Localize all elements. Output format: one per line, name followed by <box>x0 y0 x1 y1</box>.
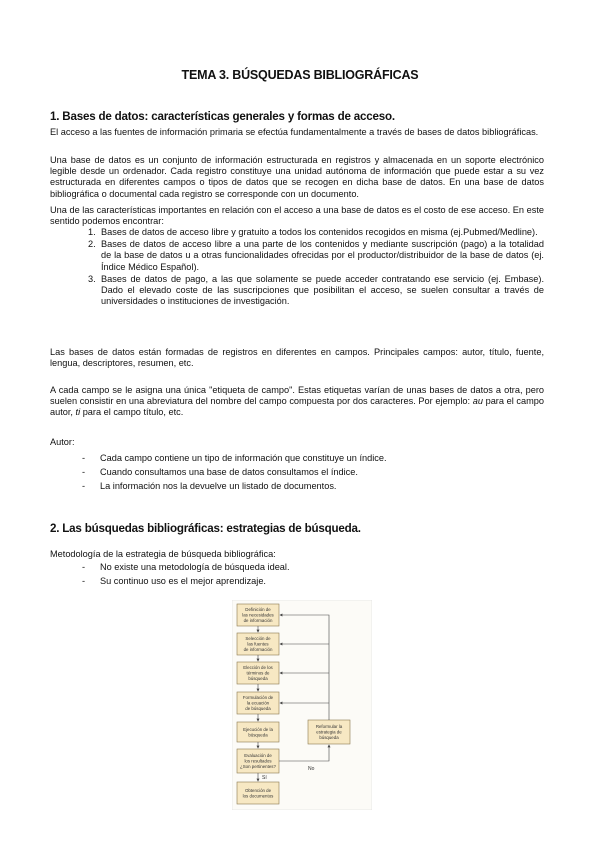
flow-box-text: Obtención de <box>244 787 272 793</box>
dash-bullet: - <box>82 481 86 491</box>
autor-list <box>80 451 540 493</box>
list-item-text: La información nos la devuelve un listado de documentos. <box>100 481 337 491</box>
para5-tag-au: au <box>472 396 483 407</box>
para5-text-b: para el campo autor, <box>50 396 544 418</box>
flow-box-text: búsqueda <box>248 732 268 738</box>
list-number: 2. <box>88 239 96 250</box>
flow-box-reformulate <box>308 720 350 744</box>
flow-box-text: Formulación de <box>242 695 274 701</box>
para5-text-c: para el campo título, etc. <box>80 407 184 418</box>
flow-box-text: ¿Son pertinentes? <box>240 764 276 769</box>
flow-box-text: Evaluación de <box>244 753 272 759</box>
page-title: TEMA 3. BÚSQUEDAS BIBLIOGRÁFICAS <box>181 68 419 82</box>
flow-box-text: Definición de <box>245 607 271 613</box>
flow-box-text: Selección de <box>245 636 271 642</box>
dash-bullet: - <box>82 467 86 477</box>
flow-box-text: las fuentes <box>247 641 269 647</box>
autor-label: Autor: <box>50 437 75 447</box>
flow-box-text: los documentos <box>242 793 274 799</box>
list-item-text: Bases de datos de acceso libre a una parte de los contenidos y mediante suscripción (pago) a la totalidad de la base de datos u a otras funcionalidades ofrecidas por el productor/distribuidor de la base de datos (ej. Índice Médico Español). <box>101 239 544 272</box>
flow-box-selection <box>237 633 279 655</box>
flow-box-execution <box>237 722 279 742</box>
dash-bullet: - <box>82 576 86 586</box>
list-item-text: Cada campo contiene un tipo de información que constituye un índice. <box>100 453 387 463</box>
flow-box-text: las necesidades <box>242 612 274 618</box>
list-item-text: Su continuo uso es el mejor aprendizaje. <box>100 576 266 586</box>
flow-label-no: No <box>308 766 315 772</box>
list-item <box>88 239 544 273</box>
section1-para1: El acceso a las fuentes de información primaria se efectúa fundamentalmente a través de bases de datos bibliográficas. <box>50 127 539 137</box>
flow-box-text: Ejecución de la <box>243 726 273 732</box>
flow-box-text: búsqueda <box>319 735 339 740</box>
list-item <box>88 274 544 308</box>
dash-bullet: - <box>82 562 86 572</box>
list-item-text: Bases de datos de pago, a las que solamente se puede acceder contratando ese servicio (ej. Embase). Dado el elevado coste de las suscripciones que posibilitan el acceso, se suelen consultar a través de universidades o instituciones de investigación. <box>101 273 544 307</box>
flow-box-evaluation <box>237 749 279 773</box>
flow-box-text: de información <box>243 618 273 623</box>
search-strategy-flowchart <box>232 600 372 810</box>
para5-tag-ti: ti <box>75 407 81 418</box>
section2-heading: 2. Las búsquedas bibliográficas: estrategias de búsqueda. <box>50 522 361 535</box>
list-item-text: No existe una metodología de búsqueda ideal. <box>100 562 290 572</box>
flow-box-definition <box>237 604 279 626</box>
list-number: 1. <box>88 227 96 237</box>
list-item <box>80 451 540 465</box>
list-item <box>88 227 544 238</box>
flow-box-text: de información <box>243 647 273 652</box>
flow-box-text: Reformular la <box>315 724 343 730</box>
section1-heading: 1. Bases de datos: características generales y formas de acceso. <box>50 110 395 123</box>
flow-box-text: términos de <box>246 670 270 676</box>
list-item-text: Bases de datos de acceso libre y gratuito a todos los contenidos recogidos en misma (ej.Pubmed/Medline). <box>101 227 538 237</box>
list-number: 3. <box>88 273 96 284</box>
list-item-text: Cuando consultamos una base de datos consultamos el índice. <box>100 467 358 477</box>
section1-para5 <box>50 385 544 419</box>
flow-box-obtain <box>237 782 279 804</box>
access-types-list <box>88 227 544 308</box>
para5-text-a: A cada campo se le asigna una única "etiqueta de campo". Estas etiquetas varían de unas bases de datos a otra, pero suelen consistir en una abreviatura del nombre del campo compuesta por dos caracteres. Por ejemplo: <box>50 385 544 407</box>
flow-box-text: búsqueda <box>248 676 268 681</box>
flow-box-text: los resultados <box>244 758 272 764</box>
flow-box-text: la ecuación <box>246 700 270 706</box>
flow-box-formulation <box>237 692 279 714</box>
flow-box-text: estrategia de <box>316 729 342 735</box>
list-item <box>80 574 540 588</box>
list-item <box>80 465 540 479</box>
flow-label-si: Sí <box>262 775 267 781</box>
section1-para2: Una base de datos es un conjunto de información estructurada en registros y almacenada en un soporte electrónico legible desde un ordenador. Cada registro constituye una unidad autónoma de información que puede estar a su vez estructurada en diferentes campos o tipos de datos que se recogen en dicha base de datos. En una base de datos bibliográfica o documental cada registro se corresponde con un documento. <box>50 155 544 199</box>
flow-box-terms <box>237 662 279 684</box>
list-item <box>80 560 540 574</box>
section2-intro: Metodología de la estrategia de búsqueda bibliográfica: <box>50 549 276 559</box>
flow-box-text: de búsqueda <box>245 706 271 711</box>
section1-para3: Una de las características importantes en relación con el acceso a una base de datos es el costo de ese acceso. En este sentido podemos encontrar: <box>50 205 544 227</box>
list-item <box>80 479 540 493</box>
section1-para4: Las bases de datos están formadas de registros en diferentes en campos. Principales campos: autor, título, fuente, lengua, descriptores, resumen, etc. <box>50 347 544 369</box>
methodology-list <box>80 560 540 588</box>
flow-box-text: Elección de los <box>243 665 273 671</box>
dash-bullet: - <box>82 453 86 463</box>
